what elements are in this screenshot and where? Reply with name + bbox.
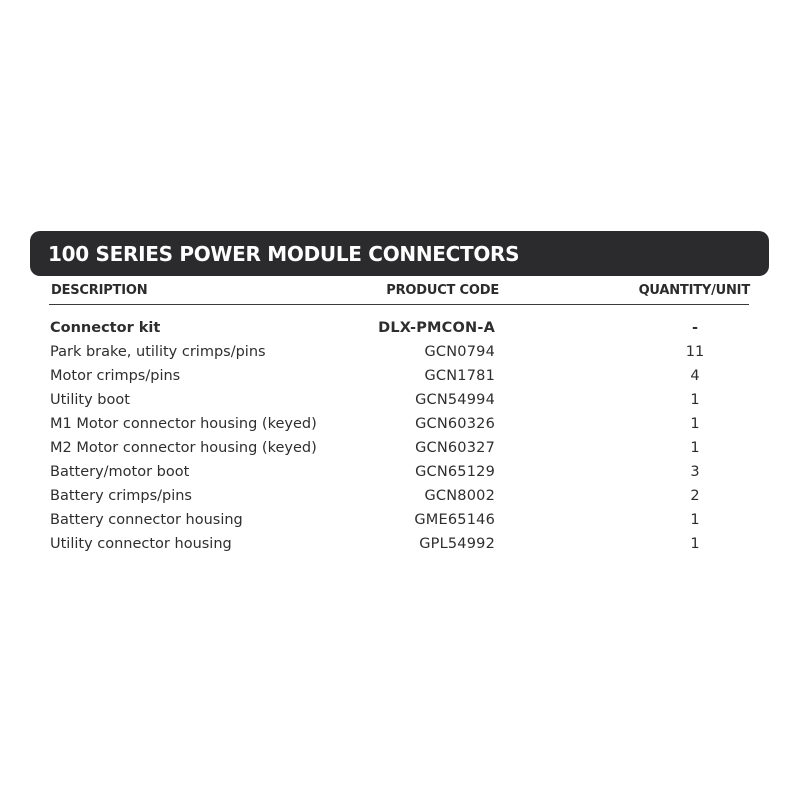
table-title-banner — [30, 231, 769, 276]
row-description: Connector kit — [50, 320, 161, 336]
row-description: Motor crimps/pins — [50, 368, 181, 384]
table-body — [0, 316, 800, 556]
row-description: Battery connector housing — [50, 512, 243, 528]
row-quantity: 1 — [690, 440, 700, 456]
row-quantity: 11 — [685, 344, 705, 360]
table-row — [0, 532, 800, 556]
row-description: M2 Motor connector housing (keyed) — [50, 440, 317, 456]
row-description: M1 Motor connector housing (keyed) — [50, 416, 317, 432]
table-row — [0, 316, 800, 340]
row-quantity: 2 — [690, 488, 700, 504]
row-quantity: - — [691, 320, 699, 336]
table-row — [0, 412, 800, 436]
row-description: Battery crimps/pins — [50, 488, 192, 504]
table-title: 100 SERIES POWER MODULE CONNECTORS — [48, 241, 520, 266]
row-quantity: 3 — [690, 464, 700, 480]
row-description: Park brake, utility crimps/pins — [50, 344, 266, 360]
row-quantity: 1 — [690, 512, 700, 528]
row-product-code: GME65146 — [414, 512, 495, 528]
row-description: Utility boot — [50, 392, 130, 408]
row-product-code: GPL54992 — [419, 536, 495, 552]
row-quantity: 1 — [690, 416, 700, 432]
table-row — [0, 436, 800, 460]
row-product-code: DLX-PMCON-A — [378, 320, 495, 336]
table-row — [0, 508, 800, 532]
row-product-code: GCN60327 — [415, 440, 495, 456]
row-product-code: GCN60326 — [415, 416, 495, 432]
row-description: Utility connector housing — [50, 536, 232, 552]
header-divider — [49, 304, 749, 305]
table-row — [0, 388, 800, 412]
row-description: Battery/motor boot — [50, 464, 190, 480]
table-row — [0, 484, 800, 508]
row-product-code: GCN1781 — [424, 368, 495, 384]
row-product-code: GCN65129 — [415, 464, 495, 480]
table-row — [0, 340, 800, 364]
row-product-code: GCN54994 — [415, 392, 495, 408]
column-header-product-code: PRODUCT CODE — [386, 283, 499, 298]
column-header-description: DESCRIPTION — [51, 283, 148, 298]
row-quantity: 1 — [690, 536, 700, 552]
table-row — [0, 460, 800, 484]
row-quantity: 4 — [690, 368, 700, 384]
table-row — [0, 364, 800, 388]
column-header-quantity: QUANTITY/UNIT — [638, 283, 750, 298]
row-product-code: GCN8002 — [424, 488, 495, 504]
row-quantity: 1 — [690, 392, 700, 408]
row-product-code: GCN0794 — [424, 344, 495, 360]
